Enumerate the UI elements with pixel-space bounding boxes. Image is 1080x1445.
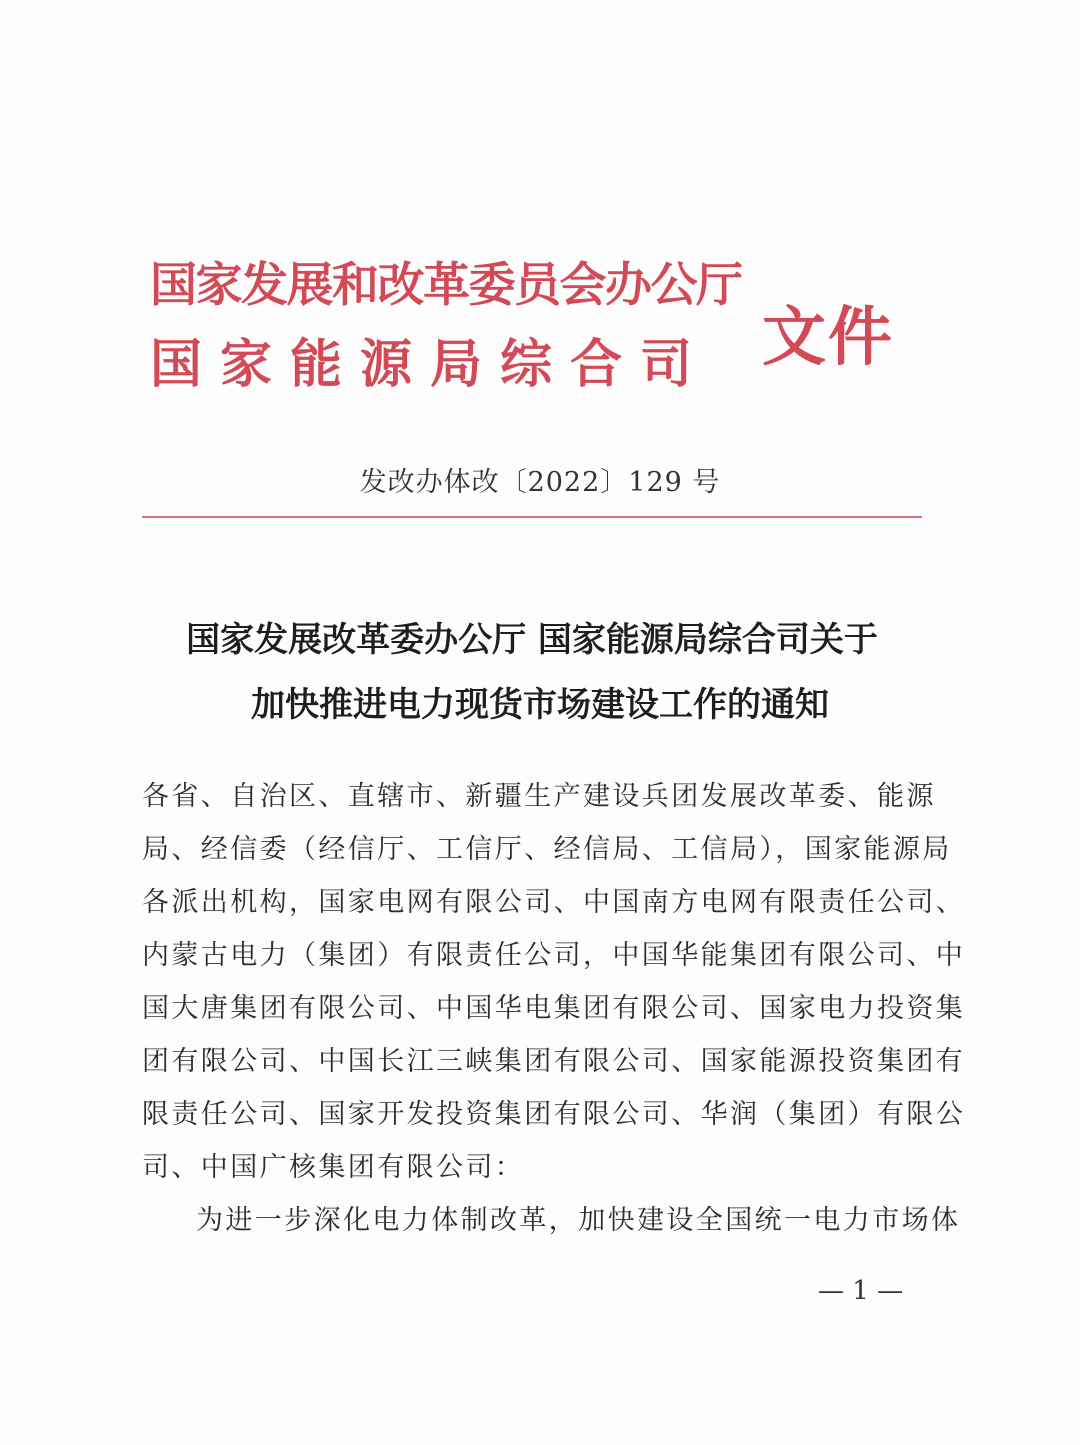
body-line: 国大唐集团有限公司、中国华电集团有限公司、国家电力投资集 <box>142 993 966 1024</box>
red-divider <box>142 516 922 518</box>
body-line: 各省、自治区、直辖市、新疆生产建设兵团发展改革委、能源 <box>142 781 936 812</box>
body-line: 内蒙古电力（集团）有限责任公司，中国华能集团有限公司、中 <box>142 940 966 971</box>
body-line: 团有限公司、中国长江三峡集团有限公司、国家能源投资集团有 <box>142 1046 966 1077</box>
document-suffix: 文件 <box>762 301 894 375</box>
issuer-name-ndrc: 国家发展和改革委员会办公厅 <box>150 258 742 313</box>
document-title-line-2: 加快推进电力现货市场建设工作的通知 <box>251 685 829 725</box>
body-line: 司、中国广核集团有限公司： <box>142 1152 525 1183</box>
page-number: — 1 — <box>818 1276 904 1306</box>
document-header <box>150 248 910 398</box>
issuer-name-nea: 国家能源局综合司 <box>150 335 711 395</box>
body-line: 限责任公司、国家开发投资集团有限公司、华润（集团）有限公 <box>142 1099 966 1130</box>
body-line: 局、经信委（经信厅、工信厅、经信局、工信局），国家能源局 <box>142 834 952 865</box>
body-line-paragraph-start: 为进一步深化电力体制改革，加快建设全国统一电力市场体 <box>196 1205 961 1236</box>
document-title-line-1: 国家发展改革委办公厅 国家能源局综合司关于 <box>186 620 878 660</box>
body-line: 各派出机构，国家电网有限公司、中国南方电网有限责任公司、 <box>142 887 966 918</box>
document-number: 发改办体改〔2022〕129 号 <box>359 467 721 498</box>
